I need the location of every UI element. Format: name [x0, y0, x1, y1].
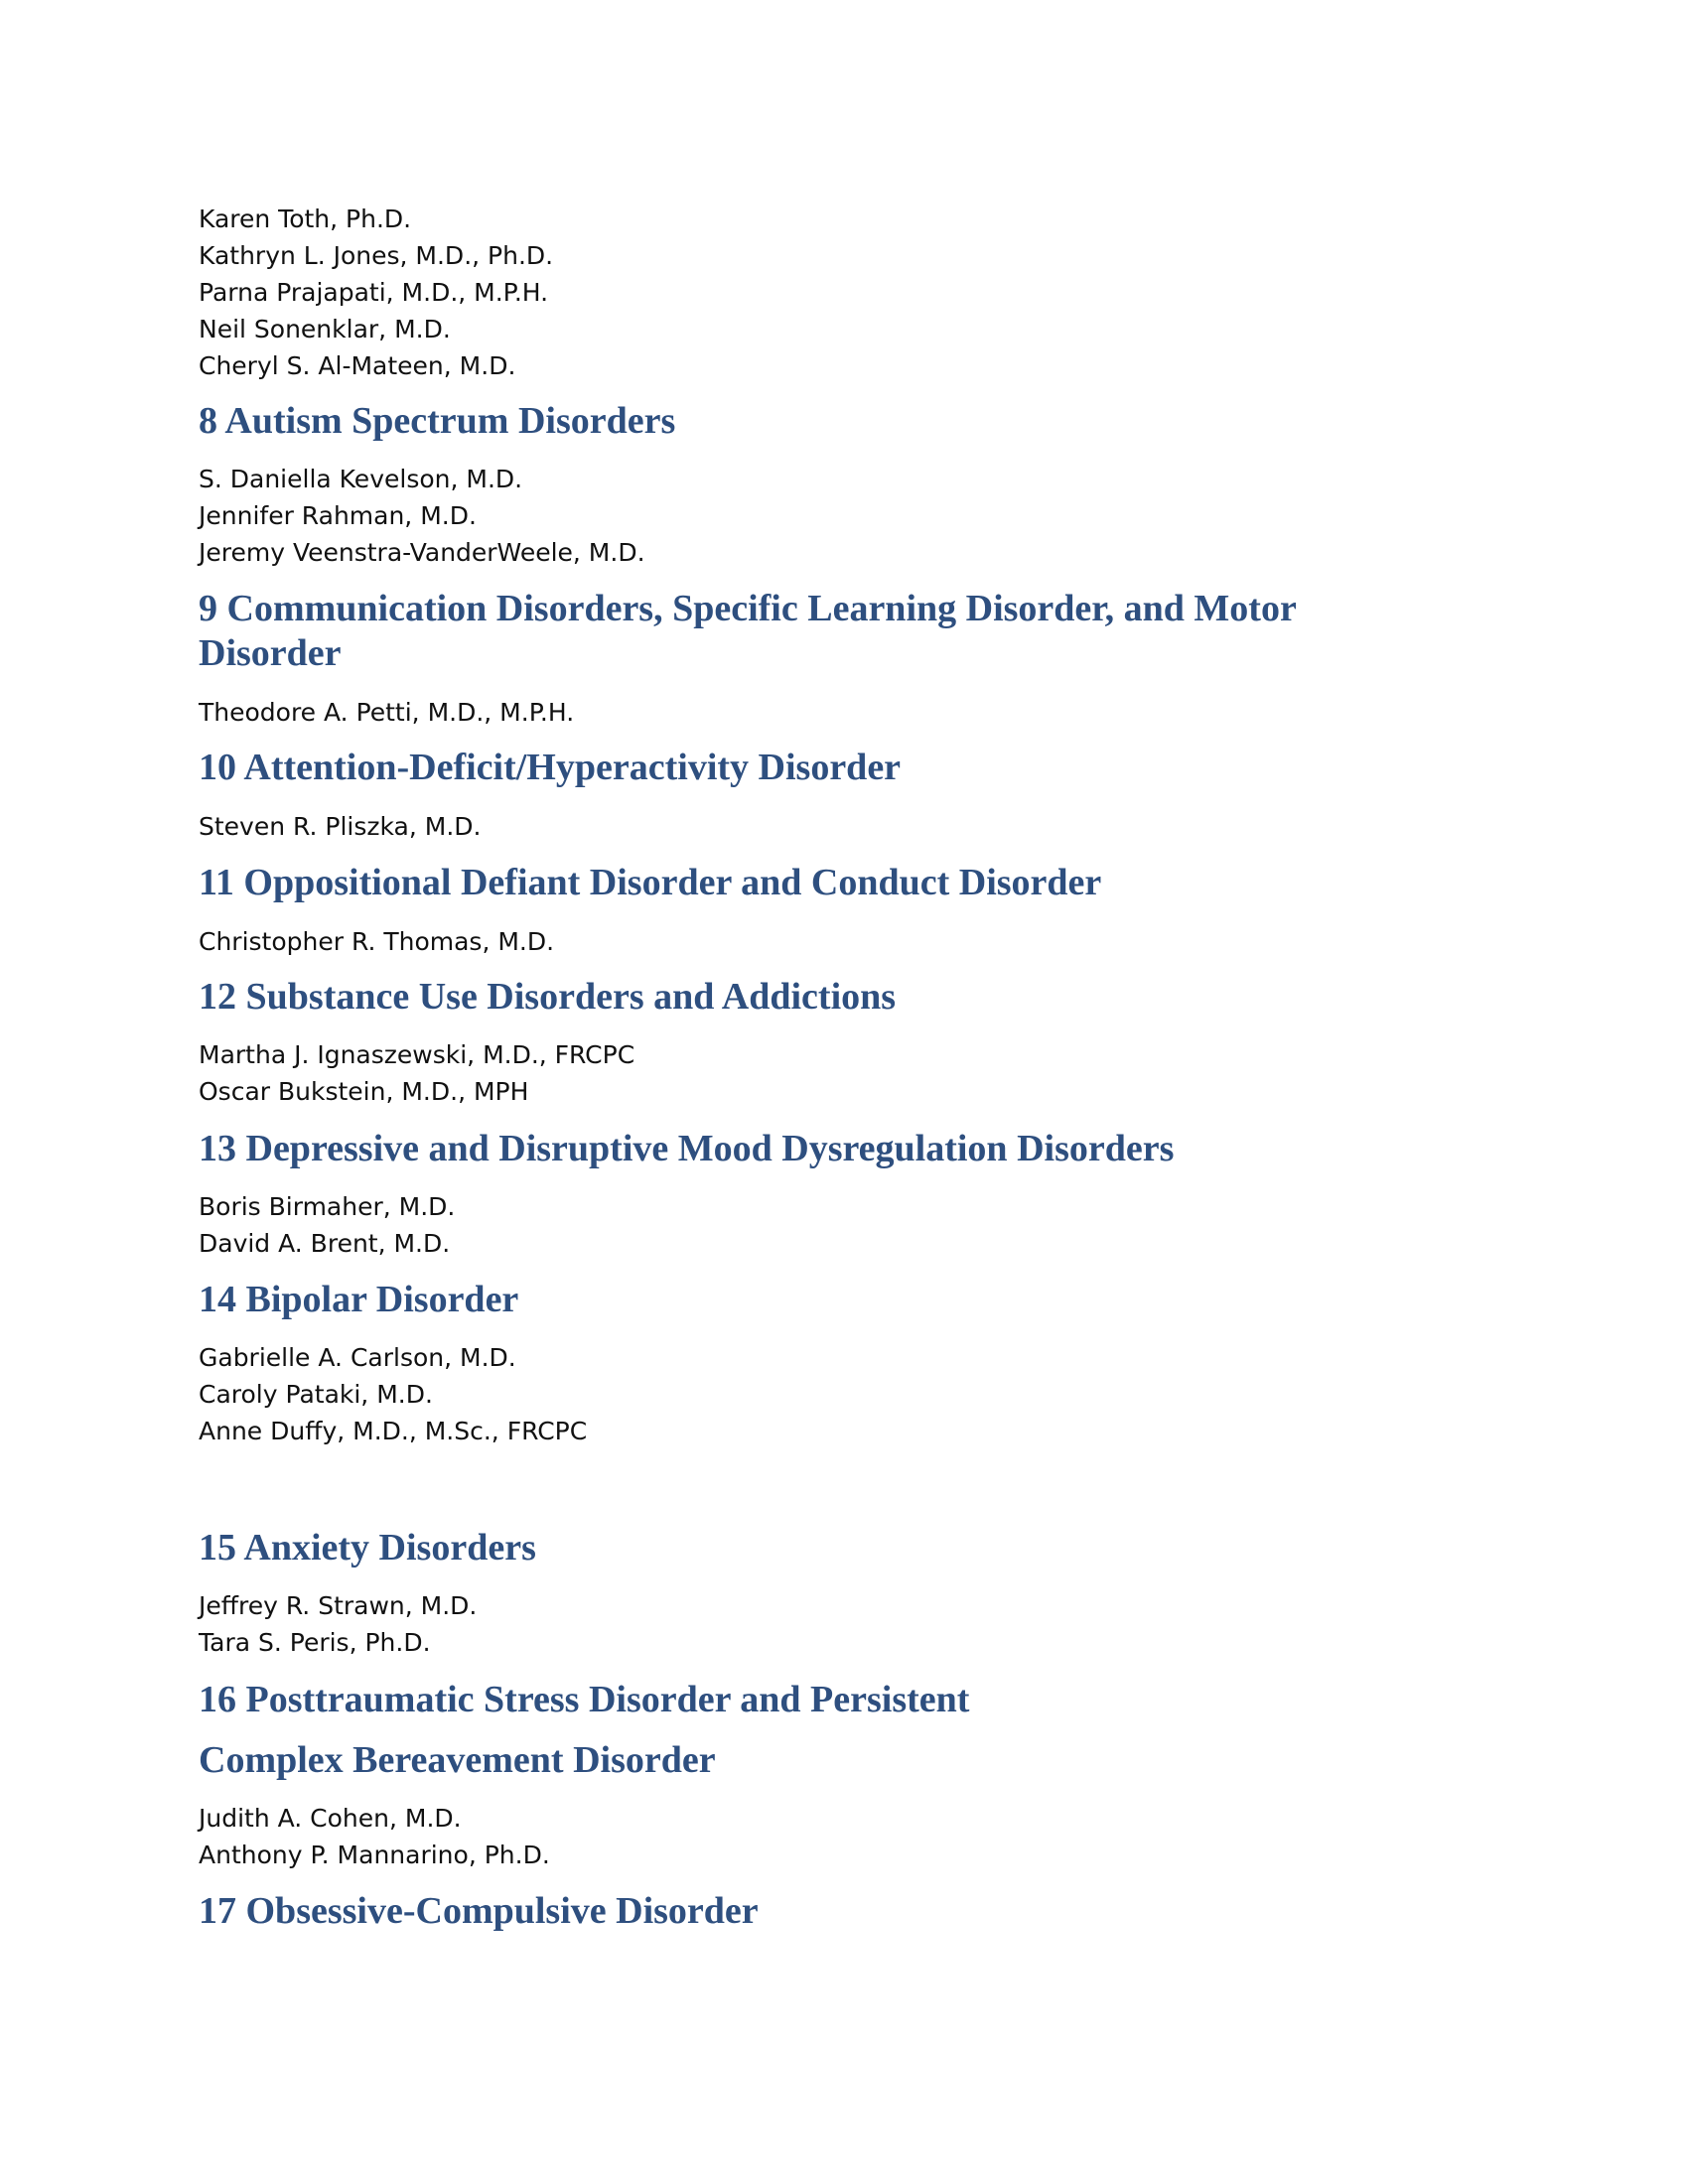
author-name: Anthony P. Mannarino, Ph.D. [199, 1841, 550, 1869]
author-name: Theodore A. Petti, M.D., M.P.H. [199, 698, 575, 727]
author-name: David A. Brent, M.D. [199, 1229, 451, 1258]
author-name: S. Daniella Kevelson, M.D. [199, 465, 523, 493]
author-name: Gabrielle A. Carlson, M.D. [199, 1343, 516, 1372]
chapter-heading-continuation: Complex Bereavement Disorder [199, 1739, 716, 1781]
author-name: Anne Duffy, M.D., M.Sc., FRCPC [199, 1417, 588, 1445]
author-name: Steven R. Pliszka, M.D. [199, 812, 482, 841]
author-name: Jennifer Rahman, M.D. [199, 501, 477, 530]
author-name: Martha J. Ignaszewski, M.D., FRCPC [199, 1040, 635, 1069]
chapter-heading: 9 Communication Disorders, Specific Learning Disorder, and Motor [199, 588, 1297, 629]
author-name: Boris Birmaher, M.D. [199, 1192, 456, 1221]
author-name: Oscar Bukstein, M.D., MPH [199, 1077, 529, 1106]
author-name: Caroly Pataki, M.D. [199, 1380, 433, 1409]
chapter-heading: 15 Anxiety Disorders [199, 1527, 536, 1569]
chapter-heading: 11 Oppositional Defiant Disorder and Conduct Disorder [199, 862, 1102, 903]
chapter-heading: 14 Bipolar Disorder [199, 1279, 519, 1320]
author-name: Jeffrey R. Strawn, M.D. [199, 1591, 478, 1620]
author-name: Neil Sonenklar, M.D. [199, 315, 451, 343]
author-name: Kathryn L. Jones, M.D., Ph.D. [199, 241, 554, 270]
author-name: Jeremy Veenstra-VanderWeele, M.D. [199, 538, 645, 567]
chapter-heading: 16 Posttraumatic Stress Disorder and Persistent [199, 1679, 970, 1720]
chapter-heading: 8 Autism Spectrum Disorders [199, 400, 676, 442]
author-name: Tara S. Peris, Ph.D. [199, 1628, 431, 1657]
chapter-heading: 17 Obsessive-Compulsive Disorder [199, 1890, 759, 1932]
chapter-heading: 10 Attention-Deficit/Hyperactivity Disorder [199, 747, 902, 788]
chapter-heading: 12 Substance Use Disorders and Addictions [199, 976, 897, 1018]
author-name: Judith A. Cohen, M.D. [199, 1804, 462, 1833]
chapter-heading-continuation: Disorder [199, 632, 342, 674]
chapter-heading: 13 Depressive and Disruptive Mood Dysregulation Disorders [199, 1128, 1175, 1169]
author-name: Karen Toth, Ph.D. [199, 205, 412, 233]
author-name: Christopher R. Thomas, M.D. [199, 927, 555, 956]
author-name: Parna Prajapati, M.D., M.P.H. [199, 278, 549, 307]
author-name: Cheryl S. Al-Mateen, M.D. [199, 351, 516, 380]
